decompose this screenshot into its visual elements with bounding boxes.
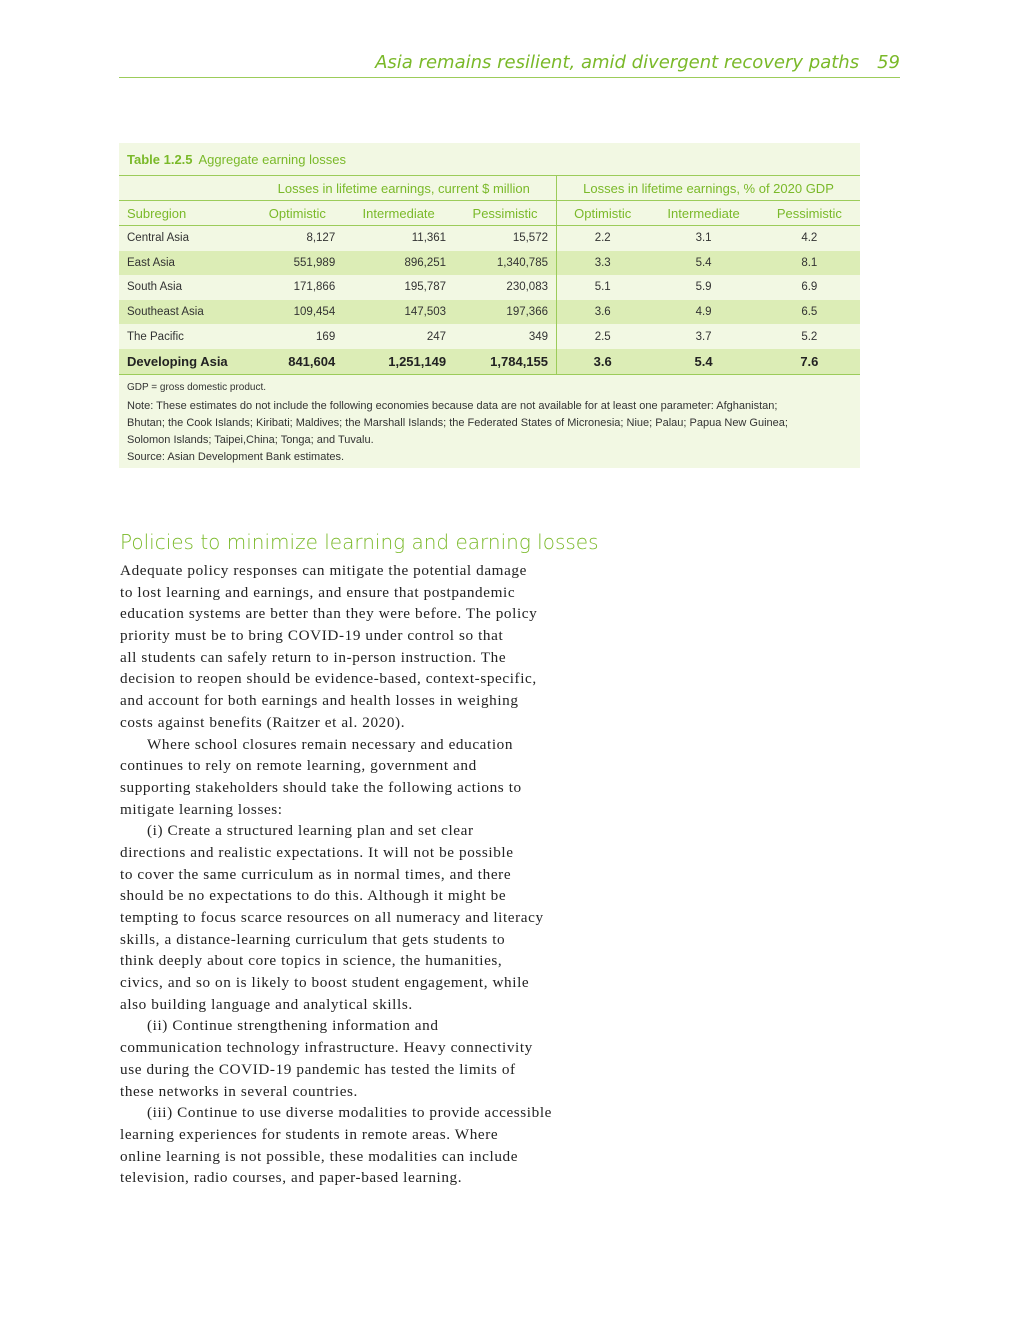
table-label: Table 1.2.5 xyxy=(127,152,193,167)
group-header-dollars: Losses in lifetime earnings, current $ million xyxy=(251,176,556,201)
table-cell: 171,866 xyxy=(293,281,336,294)
text-line: learning experiences for students in remote areas. Where xyxy=(120,1125,499,1143)
column-header: Subregion xyxy=(119,201,251,226)
table-cell: 197,366 xyxy=(454,300,556,325)
text-line: use during the COVID-19 pandemic has tested the limits of xyxy=(120,1060,516,1078)
table-cell: 1,251,149 xyxy=(343,349,454,374)
text-line: these networks in several countries. xyxy=(120,1082,358,1100)
table-cell: 5.4 xyxy=(648,349,758,374)
table-title xyxy=(127,152,346,167)
table-cell: 1,340,785 xyxy=(454,251,556,276)
text-line: (i) Create a structured learning plan and set clear xyxy=(147,822,474,840)
table-cell: 169 xyxy=(316,330,336,343)
text-line: education systems are better than they were before. The policy xyxy=(120,605,538,623)
paragraph xyxy=(120,560,552,734)
table-cell: 5.9 xyxy=(695,281,712,294)
column-header: Optimistic xyxy=(557,201,649,226)
text-line: television, radio courses, and paper-based learning. xyxy=(120,1169,463,1187)
table-cell: 3.3 xyxy=(557,251,649,276)
text-line: costs against benefits (Raitzer et al. 2020). xyxy=(120,713,406,731)
table-cell: 15,572 xyxy=(512,232,548,245)
text-line: online learning is not possible, these modalities can include xyxy=(120,1147,519,1165)
paragraph xyxy=(120,734,552,821)
text-line: (ii) Continue strengthening information and xyxy=(147,1017,439,1035)
row-label: Southeast Asia xyxy=(119,300,251,325)
text-line: think deeply about core topics in science, the humanities, xyxy=(120,952,503,970)
table-row xyxy=(119,324,860,349)
row-label: Developing Asia xyxy=(119,349,251,374)
table-cell: 4.9 xyxy=(648,300,758,325)
section-heading: Policies to minimize learning and earning losses xyxy=(120,530,599,554)
note-line: Note: These estimates do not include the following economies because data are not available for at least one parameter: Afghanistan; xyxy=(127,400,778,412)
text-line: mitigate learning losses: xyxy=(120,800,283,818)
text-line: directions and realistic expectations. It will not be possible xyxy=(120,843,514,861)
text-line: communication technology infrastructure. Heavy connectivity xyxy=(120,1039,533,1057)
table-box xyxy=(119,143,860,468)
table-cell: 3.1 xyxy=(695,232,712,245)
empty-header xyxy=(119,176,251,201)
column-header: Intermediate xyxy=(343,201,454,226)
paragraph xyxy=(120,1015,552,1102)
paragraph xyxy=(120,1102,552,1189)
text-line: priority must be to bring COVID-19 under control so that xyxy=(120,627,504,645)
table-cell: 3.7 xyxy=(695,330,712,343)
column-header: Pessimistic xyxy=(454,201,556,226)
table-cell: 247 xyxy=(426,330,447,343)
table-cell: 195,787 xyxy=(404,281,447,294)
table-cell: 147,503 xyxy=(343,300,454,325)
table-cell: 5.4 xyxy=(648,251,758,276)
body-text xyxy=(120,560,552,1189)
text-line: also building language and analytical skills. xyxy=(120,995,413,1013)
table-cell: 8.1 xyxy=(759,251,860,276)
header-rule xyxy=(119,77,900,78)
column-header: Pessimistic xyxy=(759,201,860,226)
table-cell: 3.6 xyxy=(557,300,649,325)
table-cell: 8,127 xyxy=(306,232,336,245)
table-cell: 230,083 xyxy=(506,281,548,294)
paragraph xyxy=(120,820,552,1015)
table-cell: 6.5 xyxy=(759,300,860,325)
text-line: continues to rely on remote learning, government and xyxy=(120,757,477,775)
text-line: supporting stakeholders should take the following actions to xyxy=(120,778,522,796)
table-cell: 2.2 xyxy=(557,226,649,251)
table-cell: 841,604 xyxy=(251,349,343,374)
text-line: to lost learning and earnings, and ensure that postpandemic xyxy=(120,583,516,601)
text-line: Where school closures remain necessary and education xyxy=(147,735,514,753)
text-line: civics, and so on is likely to boost student engagement, while xyxy=(120,974,530,992)
note-line: Solomon Islands; Taipei,China; Tonga; and Tuvalu. xyxy=(127,434,374,446)
table-notes xyxy=(127,379,852,466)
text-line: decision to reopen should be evidence-based, context-specific, xyxy=(120,670,537,688)
table-cell: 3.6 xyxy=(557,349,649,374)
table-row xyxy=(119,275,860,300)
table-cell: 6.9 xyxy=(801,281,818,294)
column-header: Intermediate xyxy=(648,201,758,226)
text-line: Adequate policy responses can mitigate the potential damage xyxy=(120,562,527,579)
row-label: East Asia xyxy=(119,251,251,276)
source-note: Source: Asian Development Bank estimates. xyxy=(127,451,345,463)
row-label: The Pacific xyxy=(127,330,184,343)
earning-losses-table xyxy=(119,175,860,375)
running-header xyxy=(375,52,900,73)
table-cell: 5.2 xyxy=(801,330,818,343)
column-header: Optimistic xyxy=(251,201,343,226)
text-line: should be no expectations to do this. Although it might be xyxy=(120,887,507,905)
text-line: skills, a distance-learning curriculum that gets students to xyxy=(120,930,506,948)
page-number: 59 xyxy=(877,52,900,73)
table-row xyxy=(119,226,860,251)
table-cell: 7.6 xyxy=(759,349,860,374)
running-header-title: Asia remains resilient, amid divergent recovery paths xyxy=(375,52,860,73)
table-cell: 4.2 xyxy=(801,232,818,245)
table-caption: Aggregate earning losses xyxy=(198,152,346,167)
text-line: tempting to focus scarce resources on all numeracy and literacy xyxy=(120,909,544,926)
table-cell: 109,454 xyxy=(251,300,343,325)
table-cell: 551,989 xyxy=(251,251,343,276)
note-line: Bhutan; the Cook Islands; Kiribati; Maldives; the Marshall Islands; the Federated States of Micronesia; Niue; Palau; Papua New Guinea; xyxy=(127,417,788,429)
text-line: and account for both earnings and health losses in weighing xyxy=(120,692,519,710)
table-row xyxy=(119,300,860,325)
text-line: all students can safely return to in-person instruction. The xyxy=(120,648,507,666)
table-cell: 2.5 xyxy=(557,324,649,349)
table-cell: 1,784,155 xyxy=(454,349,556,374)
row-label: Central Asia xyxy=(127,232,190,245)
table-cell: 11,361 xyxy=(411,232,447,245)
group-header-gdp: Losses in lifetime earnings, % of 2020 GDP xyxy=(557,176,861,201)
table-row xyxy=(119,251,860,276)
table-row xyxy=(119,349,860,374)
abbreviation-note: GDP = gross domestic product. xyxy=(127,382,267,393)
text-line: (iii) Continue to use diverse modalities to provide accessible xyxy=(147,1104,552,1122)
text-line: to cover the same curriculum as in normal times, and there xyxy=(120,865,512,883)
table-cell: 5.1 xyxy=(557,275,649,300)
row-label: South Asia xyxy=(127,281,182,294)
table-cell: 349 xyxy=(528,330,548,343)
table-cell: 896,251 xyxy=(343,251,454,276)
